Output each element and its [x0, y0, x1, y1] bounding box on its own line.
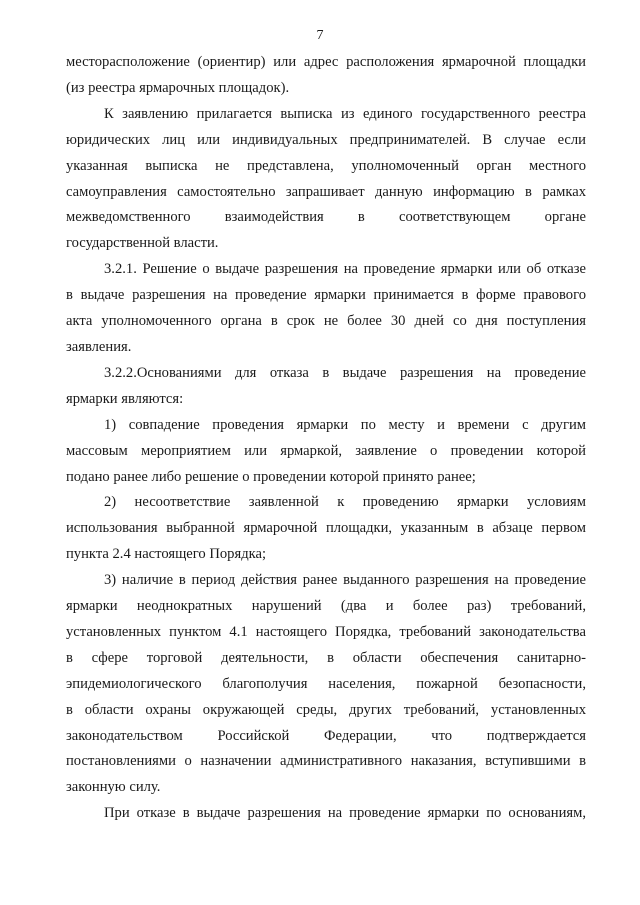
text-line: акта уполномоченного органа в срок не более 30 дней со дня поступления	[66, 313, 586, 330]
text-line: (из реестра ярмарочных площадок).	[66, 79, 290, 96]
text-line: юридических лиц или индивидуальных предпринимателей. В случае если	[66, 131, 586, 148]
text-line: пункта 2.4 настоящего Порядка;	[66, 546, 267, 563]
paragraph	[66, 102, 586, 257]
text-line: 3.2.1. Решение о выдаче разрешения на проведение ярмарки или об отказе	[104, 261, 586, 278]
paragraph	[66, 257, 586, 361]
paragraph	[66, 568, 586, 801]
text-line: установленных пунктом 4.1 настоящего Порядка, требований законодательства	[66, 623, 586, 640]
text-line: законную силу.	[66, 779, 161, 796]
text-line: эпидемиологического благополучия населения, пожарной безопасности,	[66, 675, 586, 692]
text-line: законодательством Российской Федерации, что подтверждается	[66, 727, 586, 744]
paragraph	[66, 490, 586, 568]
text-line: указанная выписка не представлена, уполномоченный орган местного	[66, 157, 586, 174]
paragraph	[66, 801, 586, 827]
text-line: 3.2.2.Основаниями для отказа в выдаче разрешения на проведение	[104, 364, 586, 381]
paragraph	[66, 413, 586, 491]
text-line: заявления.	[66, 338, 132, 355]
text-line: массовым мероприятием или ярмаркой, заявление о проведении которой	[66, 442, 586, 459]
text-line: межведомственного взаимодействия в соответствующем органе	[66, 209, 586, 226]
text-line: К заявлению прилагается выписка из единого государственного реестра	[104, 105, 586, 122]
text-line: использования выбранной ярмарочной площадки, указанным в абзаце первом	[66, 520, 586, 537]
text-line: 2) несоответствие заявленной к проведению ярмарки условиям	[104, 494, 586, 511]
text-line: ярмарки неоднократных нарушений (два и более раз) требований,	[66, 598, 586, 615]
text-line: При отказе в выдаче разрешения на проведение ярмарки по основаниям,	[104, 805, 586, 822]
text-line: 1) совпадение проведения ярмарки по месту и времени с другим	[104, 416, 586, 433]
page-number: 7	[316, 28, 324, 43]
paragraph	[66, 50, 586, 102]
paragraph	[66, 361, 586, 413]
text-line: 3) наличие в период действия ранее выданного разрешения на проведение	[104, 572, 586, 589]
text-line: месторасположение (ориентир) или адрес расположения ярмарочной площадки	[66, 54, 586, 70]
text-line: постановлениями о назначении административного наказания, вступившими в	[66, 753, 586, 770]
text-line: в области охраны окружающей среды, других требований, установленных	[66, 701, 586, 718]
text-line: самоуправления самостоятельно запрашивает данную информацию в рамках	[66, 183, 586, 200]
text-line: ярмарки являются:	[66, 390, 184, 407]
text-line: подано ранее либо решение о проведении которой принято ранее;	[66, 468, 476, 485]
document-body	[66, 50, 586, 827]
text-line: в выдаче разрешения на проведение ярмарки принимается в форме правового	[66, 287, 586, 304]
text-line: государственной власти.	[66, 235, 219, 252]
text-line: в сфере торговой деятельности, в области обеспечения санитарно-	[66, 649, 586, 666]
